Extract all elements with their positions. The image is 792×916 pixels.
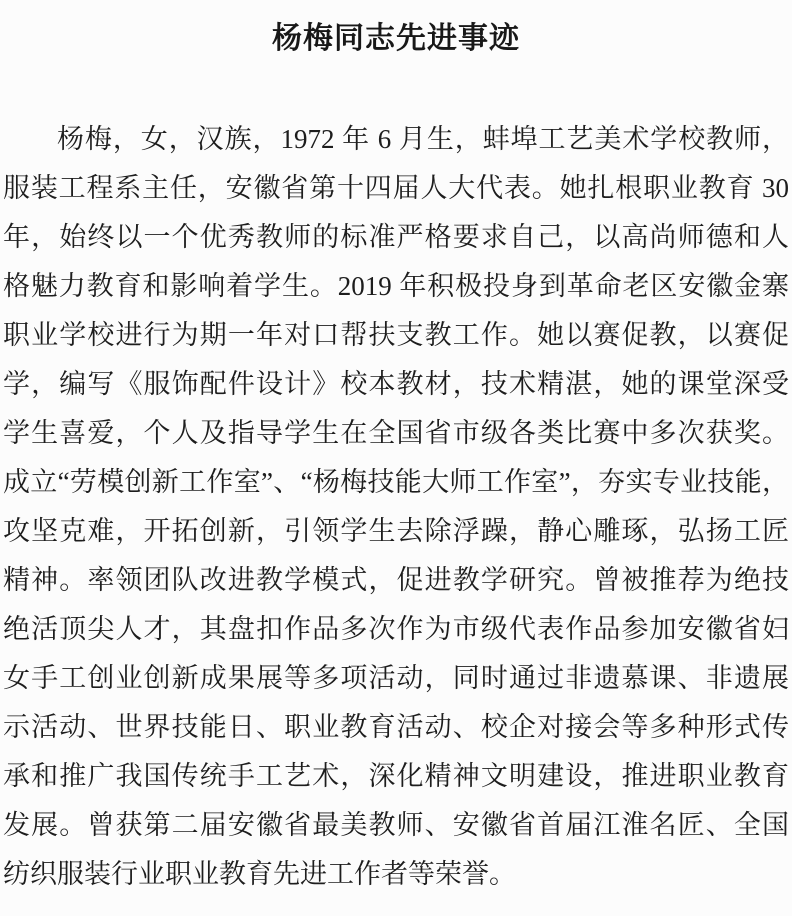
paragraph-line: 杨梅，女，汉族，1972 年 6 月生，蚌埠工艺美术学校教师， — [57, 124, 789, 154]
document-title: 杨梅同志先进事迹 — [272, 22, 520, 55]
paragraph-line: 精神。率领团队改进教学模式，促进教学研究。曾被推荐为绝技 — [3, 565, 789, 595]
paragraph-line: 格魅力教育和影响着学生。2019 年积极投身到革命老区安徽金寨 — [3, 271, 789, 301]
paragraph-line: 服装工程系主任，安徽省第十四届人大代表。她扎根职业教育 30 — [3, 173, 789, 203]
paragraph-line: 年，始终以一个优秀教师的标准严格要求自己，以高尚师德和人 — [3, 222, 789, 252]
paragraph-line: 职业学校进行为期一年对口帮扶支教工作。她以赛促教，以赛促 — [3, 320, 789, 350]
paragraph-line: 发展。曾获第二届安徽省最美教师、安徽省首届江淮名匠、全国 — [3, 810, 789, 840]
document-body — [0, 115, 792, 899]
paragraph-line: 示活动、世界技能日、职业教育活动、校企对接会等多种形式传 — [3, 712, 789, 742]
paragraph-line: 成立“劳模创新工作室”、“杨梅技能大师工作室”，夯实专业技能， — [3, 467, 789, 497]
paragraph-line: 承和推广我国传统手工艺术，深化精神文明建设，推进职业教育 — [3, 761, 789, 791]
paragraph-line: 学生喜爱，个人及指导学生在全国省市级各类比赛中多次获奖。 — [3, 418, 789, 448]
paragraph-line: 攻坚克难，开拓创新，引领学生去除浮躁，静心雕琢，弘扬工匠 — [3, 516, 789, 546]
paragraph-line: 学，编写《服饰配件设计》校本教材，技术精湛，她的课堂深受 — [3, 369, 789, 399]
paragraph-line: 女手工创业创新成果展等多项活动，同时通过非遗慕课、非遗展 — [3, 663, 789, 693]
paragraph-line: 纺织服装行业职业教育先进工作者等荣誉。 — [3, 859, 516, 889]
paragraph-line: 绝活顶尖人才，其盘扣作品多次作为市级代表作品参加安徽省妇 — [3, 614, 789, 644]
